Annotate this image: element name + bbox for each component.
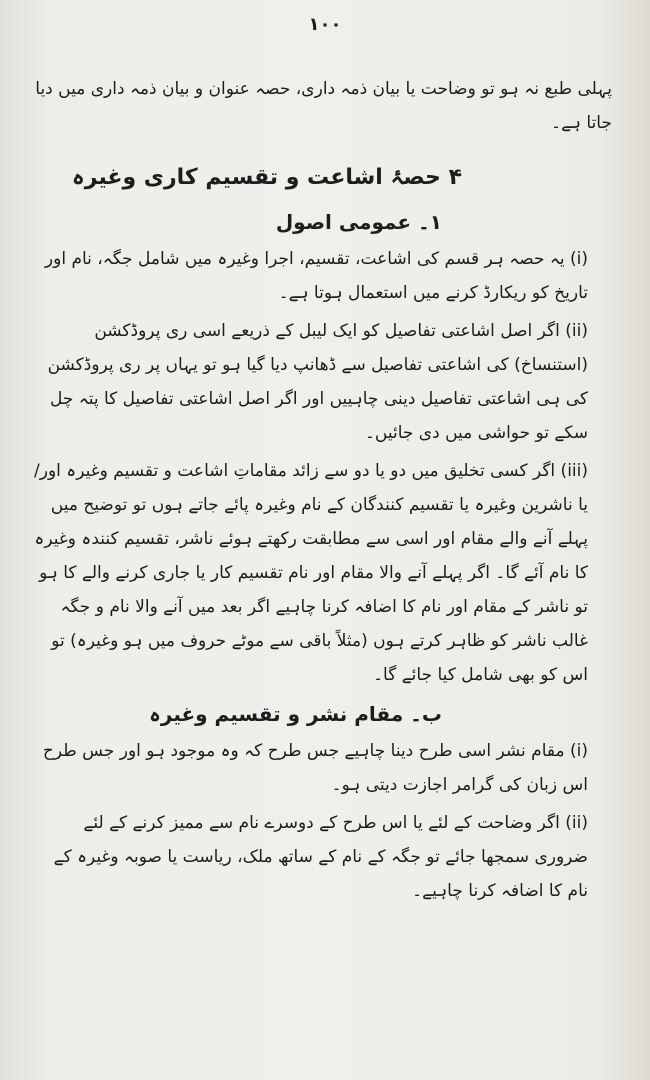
general-paragraph-3: (iii) اگر کسی تخلیق میں دو یا دو سے زائد مقاماتِ اشاعت و تقسیم وغیرہ اور/یا ناشرین وغیرہ یا تقسیم کنندگان کے نام وغیرہ پائے جاتے ہوں تو توضیح میں پہلے آنے والے مقام اور اسی سے مطابقت رکھتے ہوئے ناشر، تقسیم کنندہ وغیرہ کا نام آئے گا۔ اگر پہلے آنے والا مقام اور نام تقسیم کار یا جاری کرنے والے کا ہو تو ناشر کے مقام اور نام کا اضافہ کرنا چاہیے اگر بعد میں آنے والا نام و جگہ غالب ناشر کو ظاہر کرتے ہوں (مثلاً باقی سے موٹے حروف میں ہو وغیرہ) تو اس کو بھی شامل کیا جائے گا۔ <box>34 461 588 685</box>
general-principles-heading: ۱۔ عمومی اصول <box>275 210 442 234</box>
intro-paragraph: پہلی طبع نہ ہو تو وضاحت یا بیان ذمہ داری، حصہ عنوان و بیان ذمہ داری میں دیا جاتا ہے۔ <box>35 79 612 133</box>
place-paragraph-1: (i) مقام نشر اسی طرح دینا چاہیے جس طرح کہ وہ موجود ہو اور جس طرح اس زبان کی گرامر اجازت دیتی ہو۔ <box>42 741 588 795</box>
section-heading: ۴ حصۂ اشاعت و تقسیم کاری وغیرہ <box>71 165 462 190</box>
page-content <box>28 72 612 912</box>
page-number: ۱۰۰ <box>308 14 342 35</box>
place-paragraph-2: (ii) اگر وضاحت کے لئے یا اس طرح کے دوسرے نام سے ممیز کرنے کے لئے ضروری سمجھا جائے تو جگہ کے نام کے ساتھ ملک، ریاست یا صوبہ وغیرہ کے نام کا اضافہ کرنا چاہیے۔ <box>53 813 588 901</box>
general-paragraph-1: (i) یہ حصہ ہر قسم کی اشاعت، تقسیم، اجرا وغیرہ میں شامل جگہ، نام اور تاریخ کو ریکارڈ کرنے میں استعمال ہوتا ہے۔ <box>44 249 588 303</box>
general-paragraph-2: (ii) اگر اصل اشاعتی تفاصیل کو ایک لیبل کے ذریعے اسی ری پروڈکشن (استنساخ) کی اشاعتی تفاصیل سے ڈھانپ دیا گیا ہو تو یہاں پر ری پروڈکشن کی ہی اشاعتی تفاصیل دینی چاہییں اور اگر اصل اشاعتی تفاصیل کا پتہ چل سکے تو حواشی میں دی جائیں۔ <box>47 321 588 443</box>
place-of-publication-heading: ب۔ مقام نشر و تقسیم وغیرہ <box>149 702 442 726</box>
